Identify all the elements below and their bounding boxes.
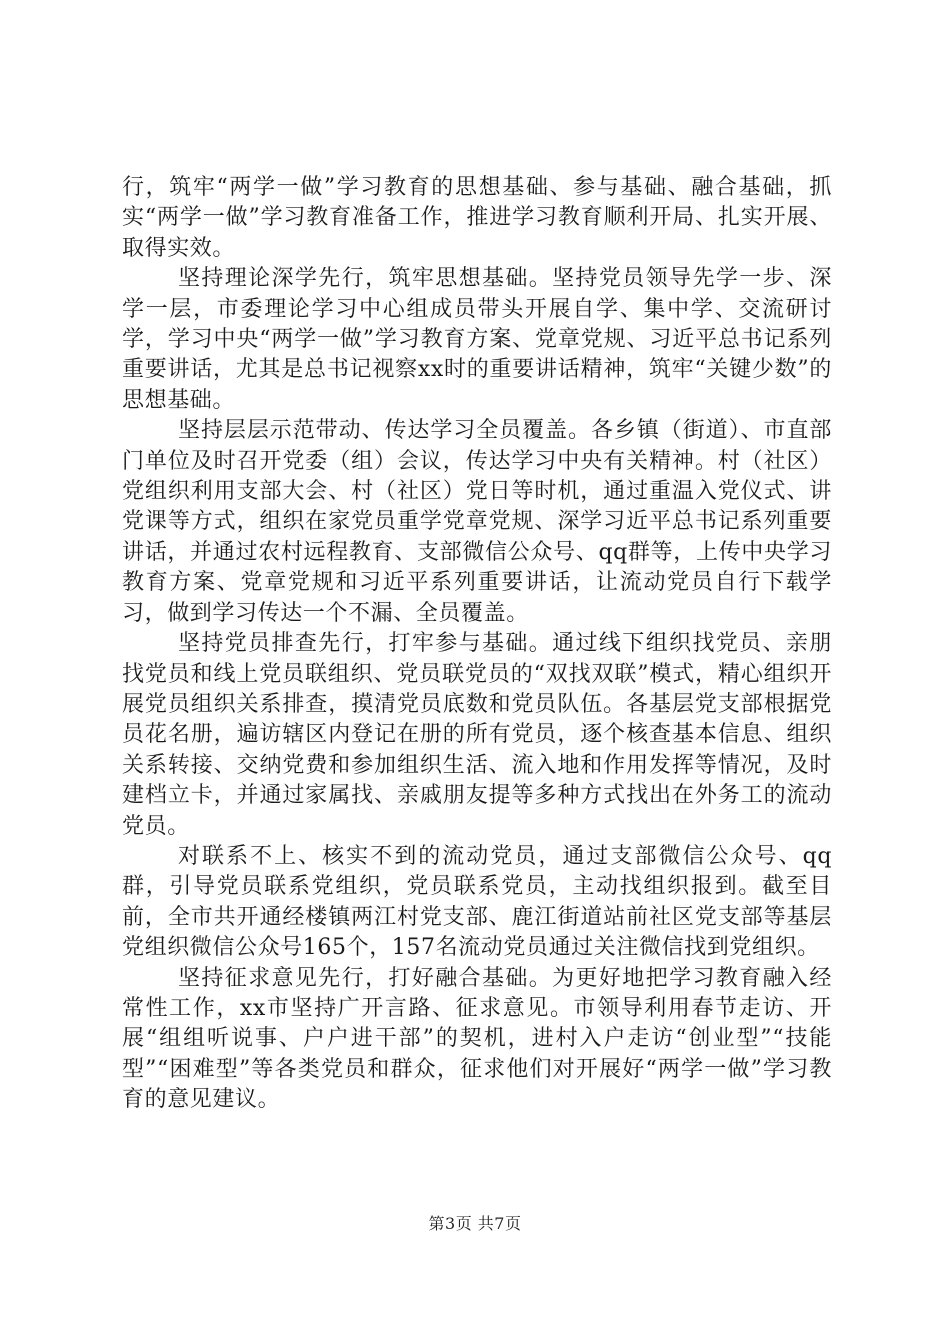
paragraph-demonstration: 坚持层层示范带动、传达学习全员覆盖。各乡镇（街道）、市直部门单位及时召开党委（组）会议，传达学习中央有关精神。村（社区）党组织利用支部大会、村（社区）党日等时机，通过重温入党仪式、讲党课等方式，组织在家党员重学党章党规、深学习近平总书记系列重要讲话，并通过农村远程教育、支部微信公众号、qq群等，上传中央学习教育方案、党章党规和习近平系列重要讲话，让流动党员自行下载学习，做到学习传达一个不漏、全员覆盖。 bbox=[122, 418, 832, 626]
paragraph-member-survey: 坚持党员排查先行，打牢参与基础。通过线下组织找党员、亲朋找党员和线上党员联组织、党员联党员的“双找双联”模式，精心组织开展党员组织关系排查，摸清党员底数和党员队伍。各基层党支部根据党员花名册，遍访辖区内登记在册的所有党员，逐个核查基本信息、组织关系转接、交纳党费和参加组织生活、流入地和作用发挥等情况，及时建档立卡，并通过家属找、亲戚朋友提等多种方式找出在外务工的流动党员。 bbox=[122, 631, 832, 839]
paragraph-theory-study: 坚持理论深学先行，筑牢思想基础。坚持党员领导先学一步、深学一层，市委理论学习中心组成员带头开展自学、集中学、交流研讨学，学习中央“两学一做”学习教育方案、党章党规、习近平总书记系列重要讲话，尤其是总书记视察xx时的重要讲话精神，筑牢“关键少数”的思想基础。 bbox=[122, 266, 832, 413]
paragraph-mobile-members: 对联系不上、核实不到的流动党员，通过支部微信公众号、qq群，引导党员联系党组织，党员联系党员，主动找组织报到。截至目前，全市共开通经楼镇两江村党支部、鹿江街道站前社区党支部等基层党组织微信公众号165个，157名流动党员通过关注微信找到党组织。 bbox=[122, 843, 832, 961]
document-body bbox=[122, 173, 832, 1116]
paragraph-opinions: 坚持征求意见先行，打好融合基础。为更好地把学习教育融入经常性工作，xx市坚持广开言路、征求意见。市领导利用春节走访、开展“组组听说事、户户进干部”的契机，进村入户走访“创业型”“技能型”“困难型”等各类党员和群众，征求他们对开展好“两学一做”学习教育的意见建议。 bbox=[122, 965, 832, 1113]
paragraph-continuation: 行，筑牢“两学一做”学习教育的思想基础、参与基础、融合基础，抓实“两学一做”学习教育准备工作，推进学习教育顺利开局、扎实开展、取得实效。 bbox=[122, 175, 832, 261]
page-number-footer: 第3页 共7页 bbox=[428, 1214, 522, 1233]
